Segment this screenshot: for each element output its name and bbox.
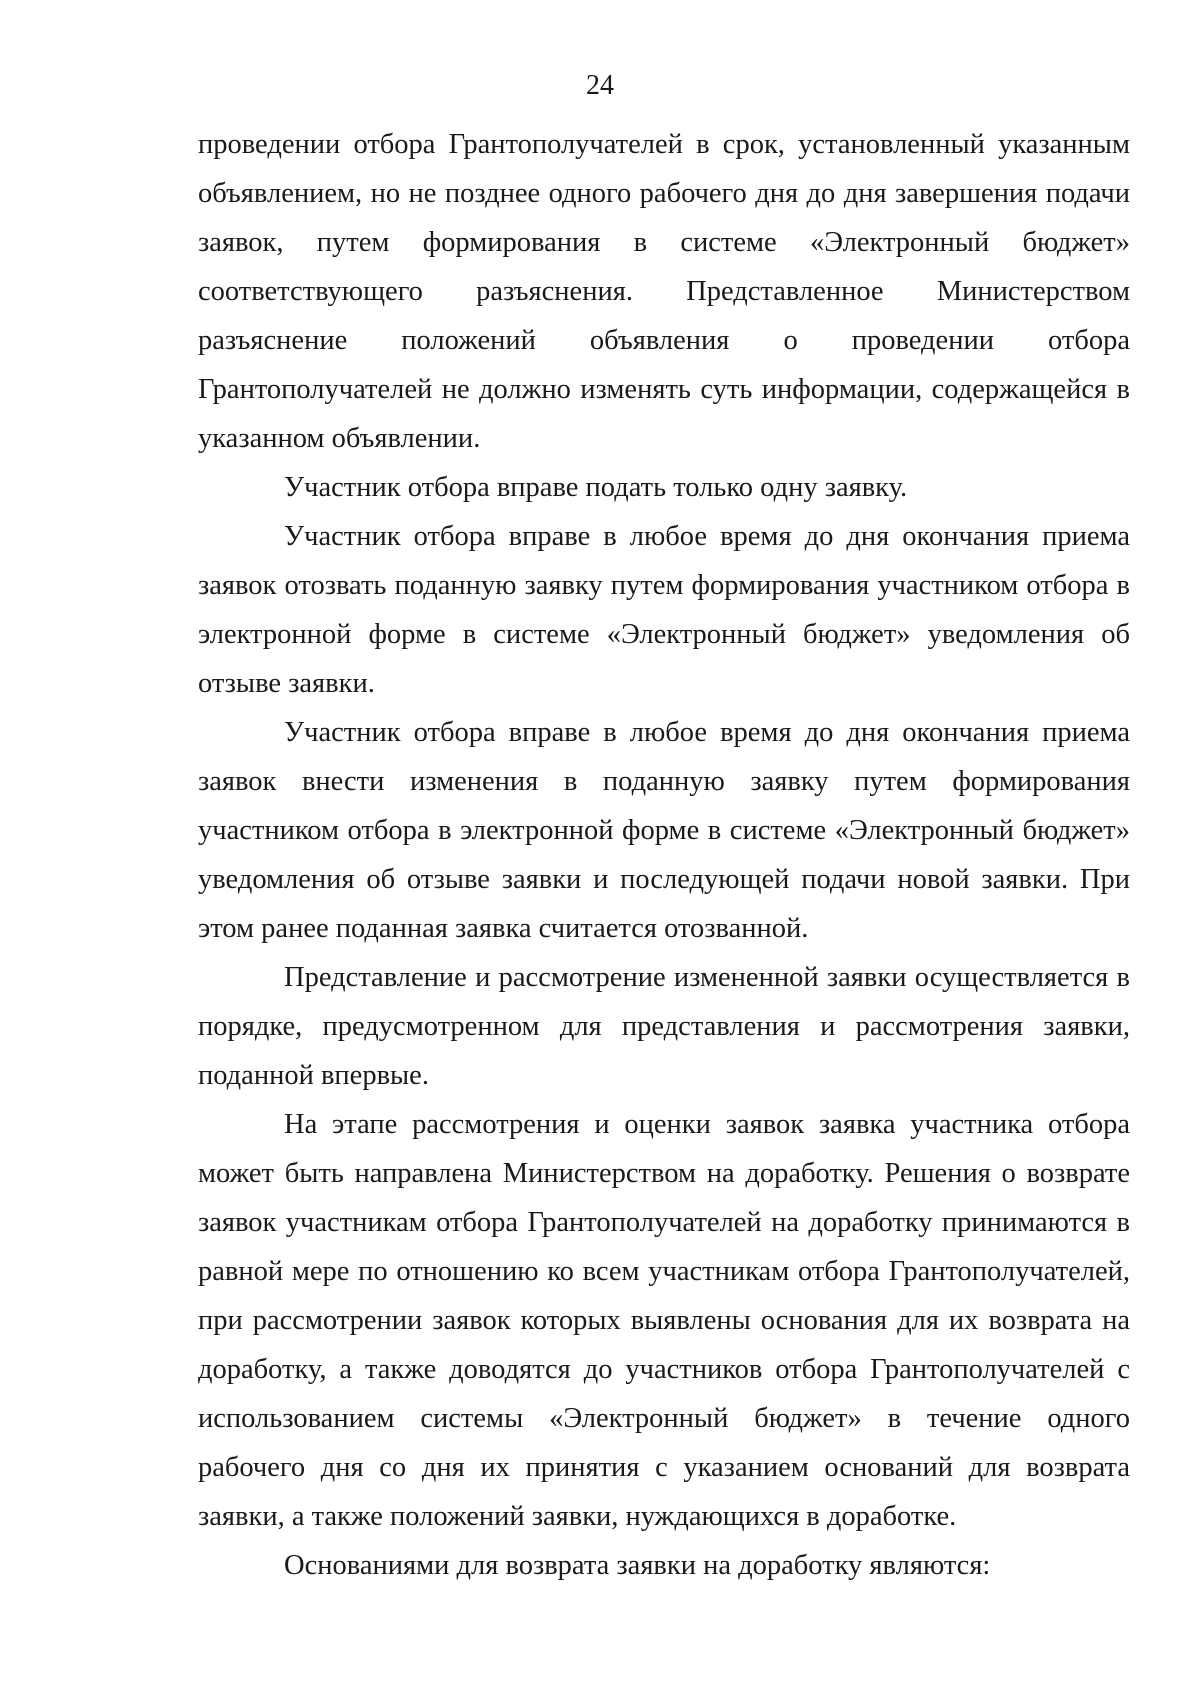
paragraph-modify-application: Участник отбора вправе в любое время до дня окончания приема заявок внести изменения в поданную заявку путем формирования участником отбора в электронной форме в системе «Электронный бюджет» уведомления об отзыве заявки и последующей подачи новой заявки. При этом ранее поданная заявка считается отозванной. bbox=[198, 717, 1130, 944]
paragraph-grounds-heading: Основаниями для возврата заявки на доработку являются: bbox=[284, 1550, 991, 1581]
paragraph-continuation: проведении отбора Грантополучателей в срок, установленный указанным объявлением, но не позднее одного рабочего дня до дня завершения подачи заявок, путем формирования в системе «Электронный бюджет» соответствующего разъяснения. Представленное Министерством разъяснение положений объявления о проведении отбора Грантополучателей не должно изменять суть информации, содержащейся в указанном объявлении. bbox=[198, 129, 1130, 454]
paragraph-return-for-revision: На этапе рассмотрения и оценки заявок заявка участника отбора может быть направлена Министерством на доработку. Решения о возврате заявок участникам отбора Грантополучателей на доработку принимаются в равной мере по отношению ко всем участникам отбора Грантополучателей, при рассмотрении заявок которых выявлены основания для их возврата на доработку, а также доводятся до участников отбора Грантополучателей с использованием системы «Электронный бюджет» в течение одного рабочего дня со дня их принятия с указанием оснований для возврата заявки, а также положений заявки, нуждающихся в доработке. bbox=[198, 1109, 1130, 1532]
page-number: 24 bbox=[586, 70, 614, 101]
paragraph-one-application: Участник отбора вправе подать только одну заявку. bbox=[284, 472, 908, 503]
paragraph-modified-review: Представление и рассмотрение измененной заявки осуществляется в порядке, предусмотренном для представления и рассмотрения заявки, поданной впервые. bbox=[198, 962, 1130, 1091]
paragraph-withdraw-application: Участник отбора вправе в любое время до дня окончания приема заявок отозвать поданную заявку путем формирования участником отбора в электронной форме в системе «Электронный бюджет» уведомления об отзыве заявки. bbox=[198, 521, 1130, 699]
document-body bbox=[198, 120, 1130, 1590]
